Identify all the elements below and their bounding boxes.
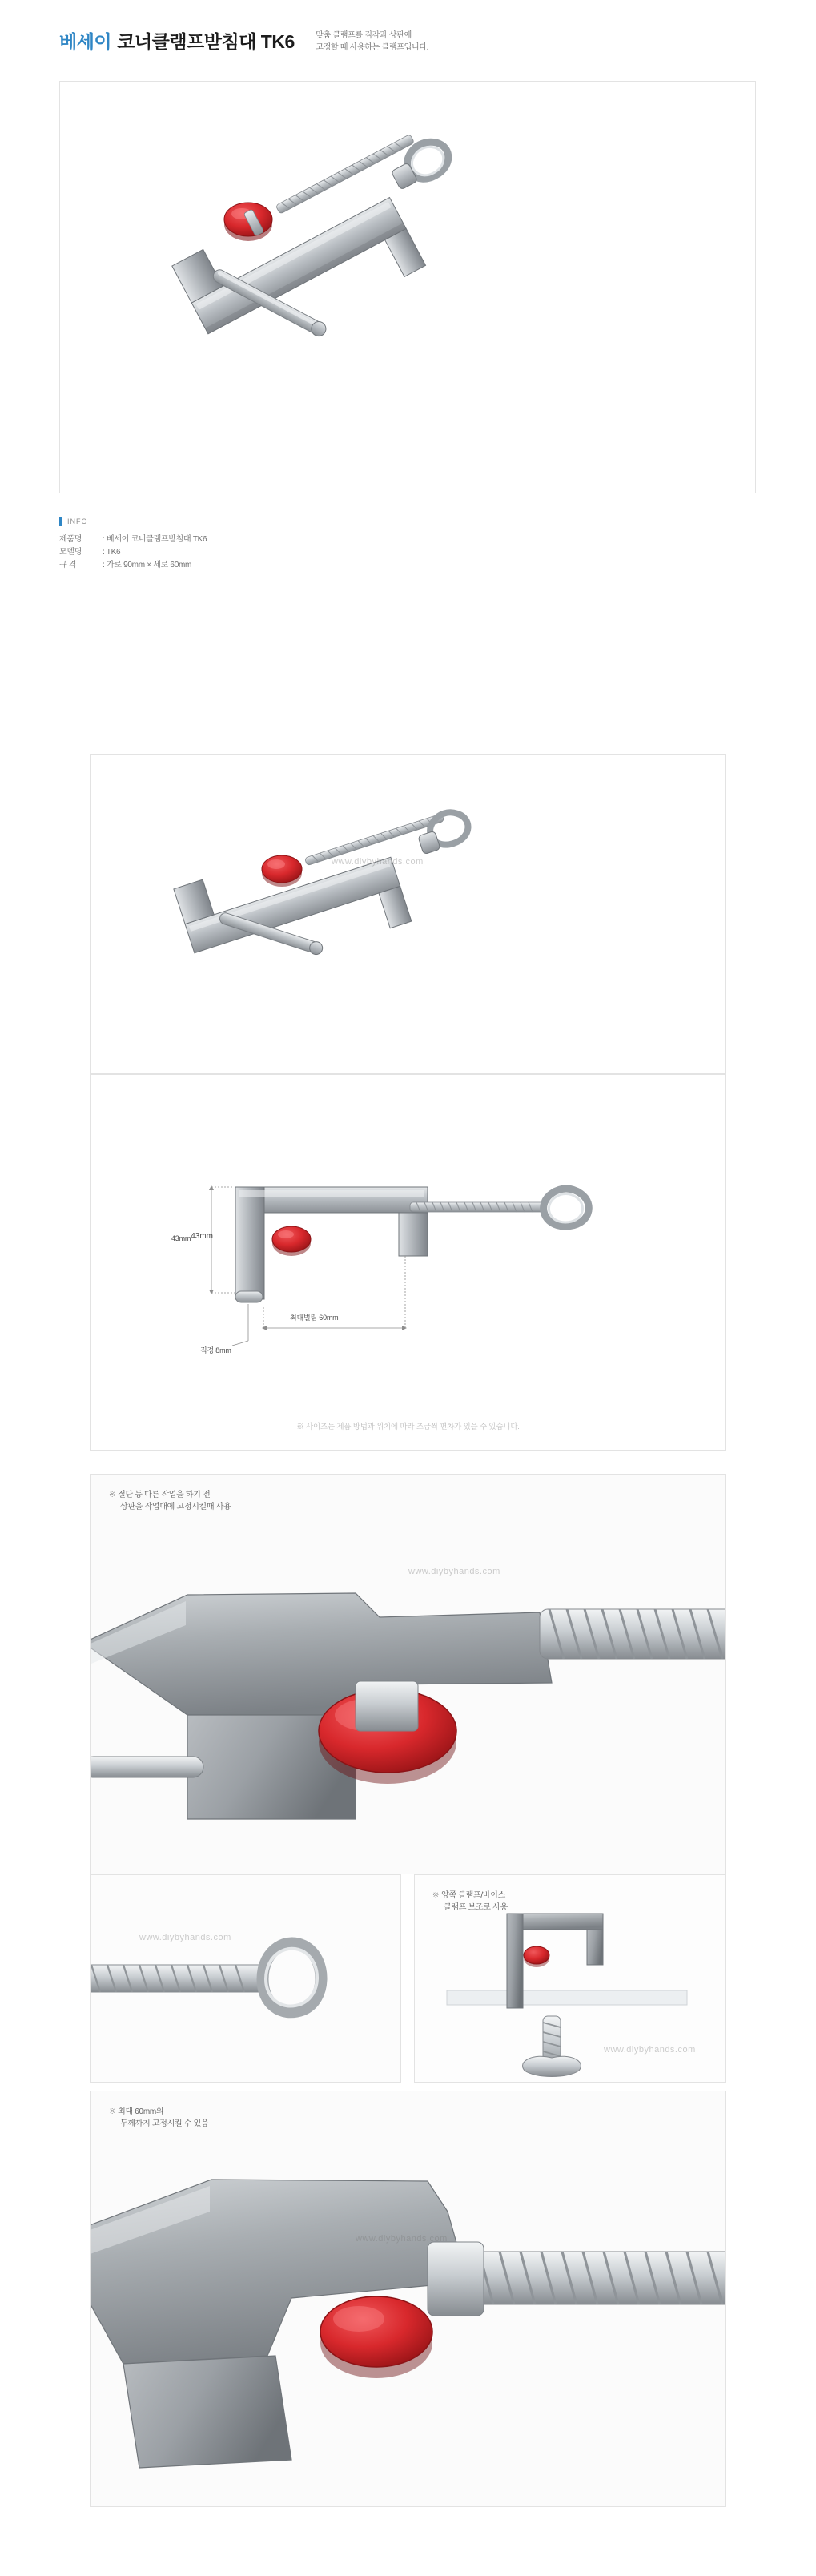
- info-label: 모델명: [59, 548, 82, 557]
- info-block: [59, 517, 460, 572]
- info-label: 규 격: [59, 561, 77, 570]
- main-product-image: [59, 81, 756, 493]
- watermark: www.diybyhands.com: [356, 2234, 448, 2244]
- section-detail-photo-3: [414, 1874, 726, 2083]
- detail-caption-3-line1: 양쪽 클램프/바이스: [441, 1891, 505, 1900]
- detail-caption-1: [109, 1489, 231, 1513]
- section-detail-photo-1: [90, 1474, 726, 1874]
- dimension-open-label: 최대벌림 60mm: [290, 1314, 339, 1322]
- watermark: www.diybyhands.com: [408, 1567, 500, 1576]
- clamp-closeup-photo-2: [91, 2091, 726, 2507]
- section-detail-photo-4: [90, 2091, 726, 2507]
- info-value: : TK6: [103, 548, 121, 557]
- watermark: www.diybyhands.com: [139, 1933, 231, 1942]
- clamp-illustration-detail: [91, 755, 726, 1074]
- header-description-line1: 맞춤 클램프를 직각과 상판에: [316, 31, 412, 40]
- product-name: 코너클램프받침대 TK6: [117, 31, 295, 52]
- detail-caption-3: [432, 1890, 508, 1914]
- detail-caption-1-line2: 상판을 작업대에 고정시킬때 사용: [120, 1503, 231, 1511]
- info-value: : 베세이 코너클램프받침대 TK6: [103, 535, 207, 544]
- detail-caption-3-line2: 클램프 보조로 사용: [444, 1903, 508, 1912]
- page-title: [59, 27, 295, 54]
- section-detail-photo-2: [90, 1874, 401, 2083]
- info-row: [59, 546, 460, 559]
- dimension-depth-label: 직경 8mm: [200, 1346, 231, 1354]
- detail-caption-4: [109, 2106, 208, 2130]
- detail-caption-4-line2: 두께까지 고정시킬 수 있음: [120, 2119, 209, 2128]
- dimension-disclaimer: ※ 사이즈는 제품 방법과 위치에 따라 조금씩 편차가 있을 수 있습니다.: [296, 1423, 520, 1431]
- info-row: [59, 533, 460, 546]
- detail-caption-1-line1: 절단 등 다른 작업을 하기 전: [118, 1491, 211, 1499]
- info-row: [59, 559, 460, 572]
- clamp-dimension-drawing: [91, 1075, 726, 1451]
- clamp-illustration-main: [60, 82, 756, 493]
- dimension-height-text: 43mm: [191, 1232, 213, 1241]
- bullet-icon: ※: [109, 2107, 116, 2116]
- bullet-icon: ※: [109, 1491, 116, 1499]
- watermark: www.diybyhands.com: [604, 2045, 696, 2055]
- info-title: INFO: [59, 517, 460, 526]
- info-label: 제품명: [59, 535, 82, 544]
- detail-caption-4-line1: 최대 60mm의: [118, 2107, 164, 2116]
- watermark: www.diybyhands.com: [332, 857, 424, 867]
- section-dimensions: [90, 1074, 726, 1451]
- section-product-shot: [90, 754, 726, 1074]
- dimension-height-label: 43mm: [171, 1234, 191, 1242]
- bullet-icon: ※: [432, 1891, 440, 1900]
- brand-name: 베세이: [59, 31, 112, 52]
- handle-closeup-photo: [91, 1875, 401, 2083]
- clamp-closeup-photo-1: [91, 1475, 726, 1874]
- info-value: : 가로 90mm × 세로 60mm: [103, 561, 192, 570]
- page-header: [59, 27, 764, 59]
- header-description: [316, 27, 428, 54]
- header-description-line2: 고정할 때 사용하는 클램프입니다.: [316, 43, 429, 52]
